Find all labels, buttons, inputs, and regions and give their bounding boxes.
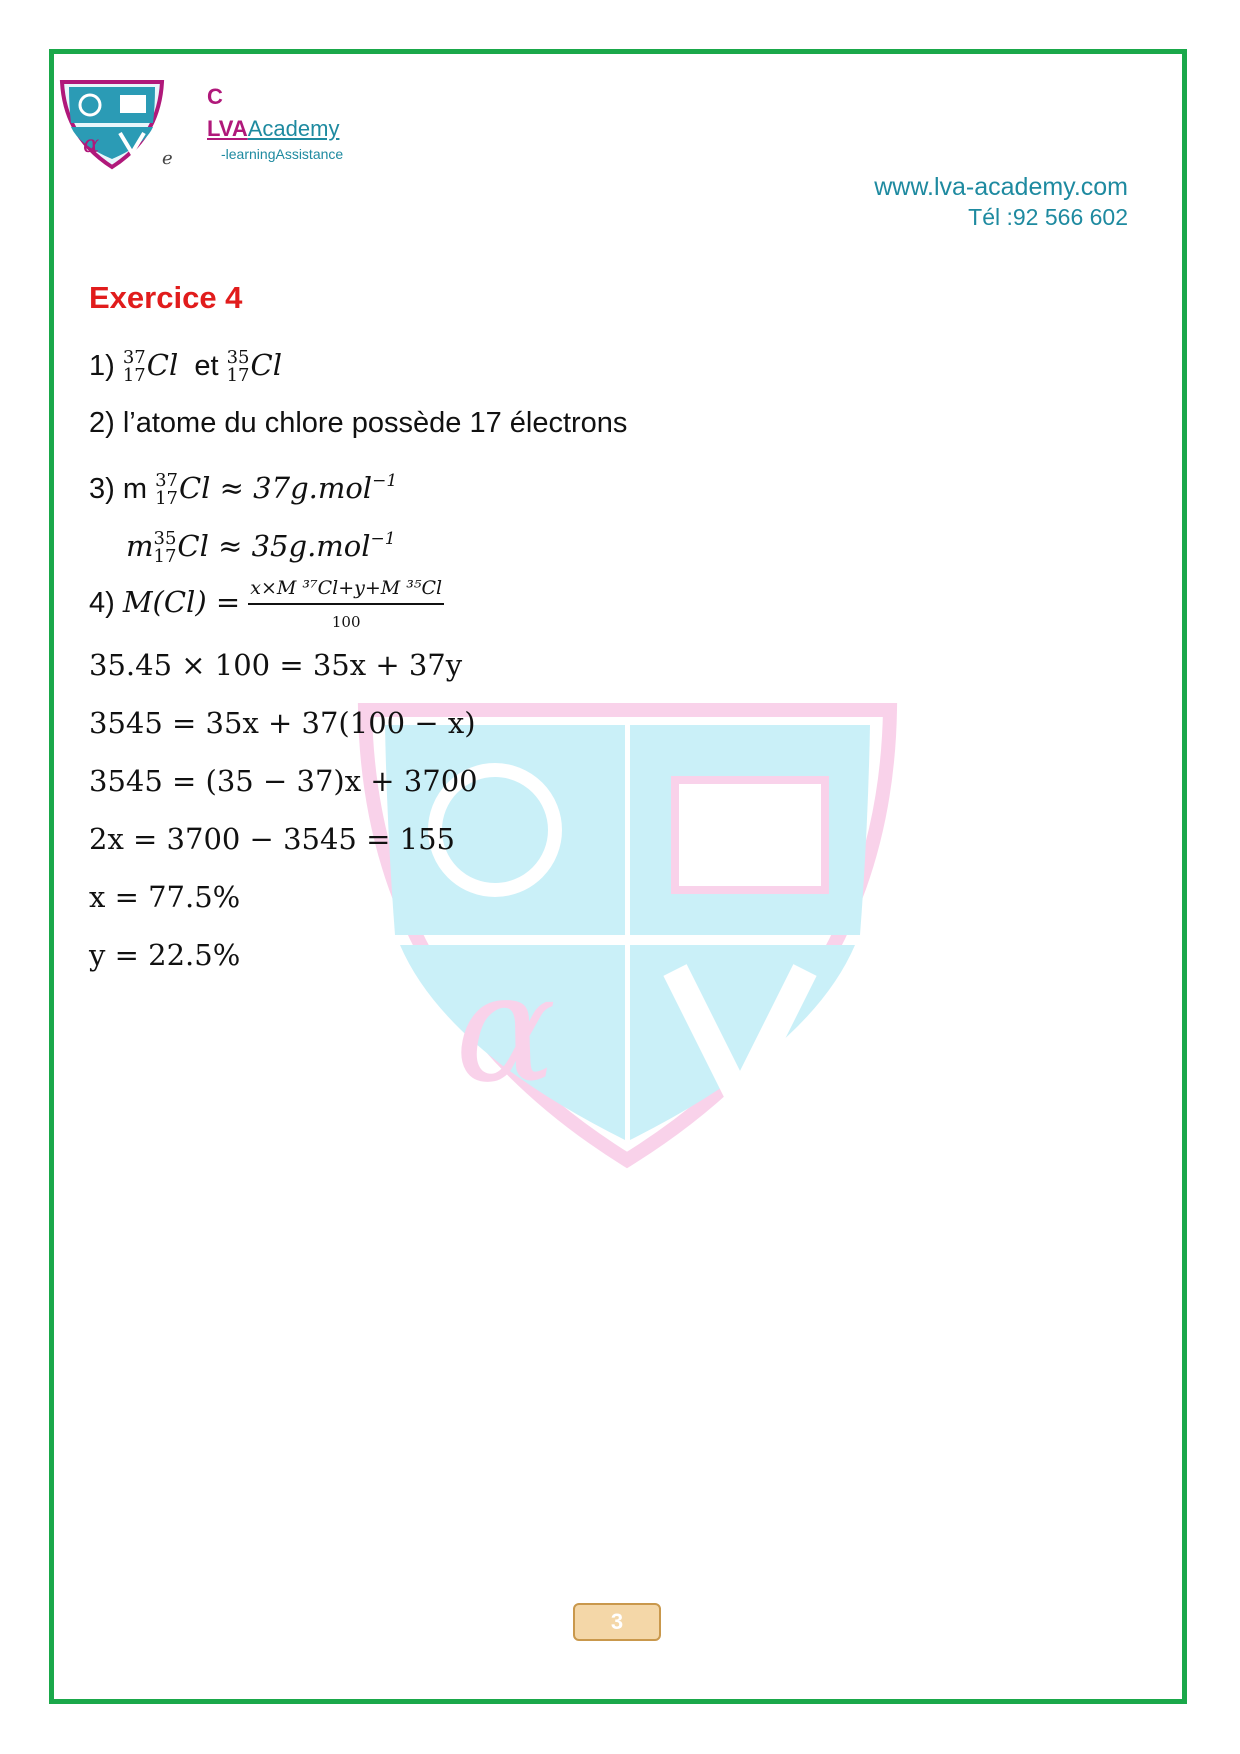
isotope-35-symbol: Cl xyxy=(250,348,282,382)
equation-1: 35.45 × 100 = 35x + 37y xyxy=(89,648,463,682)
answer-1-label: 1) xyxy=(89,350,115,382)
contact-block xyxy=(874,172,1128,232)
mass-37-notation: 37 17 xyxy=(155,470,178,510)
isotope-37-notation: 37 17 xyxy=(122,347,146,387)
isotope-37-symbol: Cl xyxy=(146,348,179,382)
equation-6: y = 22.5% xyxy=(89,938,241,972)
academy-logo-icon xyxy=(57,77,167,171)
brand-academy: Academy xyxy=(247,116,340,141)
equation-2: 3545 = 35x + 37(100 − x) xyxy=(89,706,476,740)
molar-mass-lhs: M(Cl) = xyxy=(122,585,241,619)
mass-35-notation: 35 17 xyxy=(153,528,177,568)
answer-3-label: 3) m xyxy=(89,473,147,505)
mass-35-expression: Cl ≈ 35g.mol xyxy=(177,529,371,563)
equation-5: x = 77.5% xyxy=(89,880,241,914)
website-link[interactable]: www.lva-academy.com xyxy=(874,173,1128,201)
brand-name xyxy=(207,116,343,142)
isotope-35-notation: 35 17 xyxy=(226,347,250,387)
mass-37-expression: Cl ≈ 37g.mol xyxy=(178,471,373,505)
mass-35-exponent: −1 xyxy=(370,529,396,549)
equation-4: 2x = 3700 − 3545 = 155 xyxy=(89,822,455,856)
answer-1 xyxy=(89,336,627,394)
answer-4 xyxy=(89,568,627,636)
brand-c: C xyxy=(207,84,223,109)
answer-3a xyxy=(89,452,627,510)
brand-block xyxy=(207,84,343,162)
answer-3b xyxy=(89,510,627,568)
brand-tagline: -learningAssistance xyxy=(221,146,344,162)
phone-number: Tél :92 566 602 xyxy=(968,204,1128,230)
molar-mass-fraction xyxy=(248,577,444,631)
answer-2: 2) l’atome du chlore possède 17 électrons xyxy=(89,407,628,439)
answer-4-label: 4) xyxy=(89,587,115,619)
fraction-denominator: 100 xyxy=(331,613,361,632)
mass-35-m: m xyxy=(126,529,154,563)
brand-e: e xyxy=(162,148,173,169)
page-number: 3 xyxy=(573,1603,661,1641)
svg-text:α: α xyxy=(455,942,557,1116)
exercise-content xyxy=(89,280,627,984)
fraction-numerator: x×M ³⁷Cl+y+M ³⁵Cl xyxy=(248,577,444,605)
answer-1-et: et xyxy=(194,350,219,382)
svg-text:α: α xyxy=(83,130,100,158)
exercise-title: Exercice 4 xyxy=(89,280,243,315)
brand-lva: LVA xyxy=(207,116,248,141)
mass-37-exponent: −1 xyxy=(372,471,398,491)
equation-3: 3545 = (35 − 37)x + 3700 xyxy=(89,764,478,798)
